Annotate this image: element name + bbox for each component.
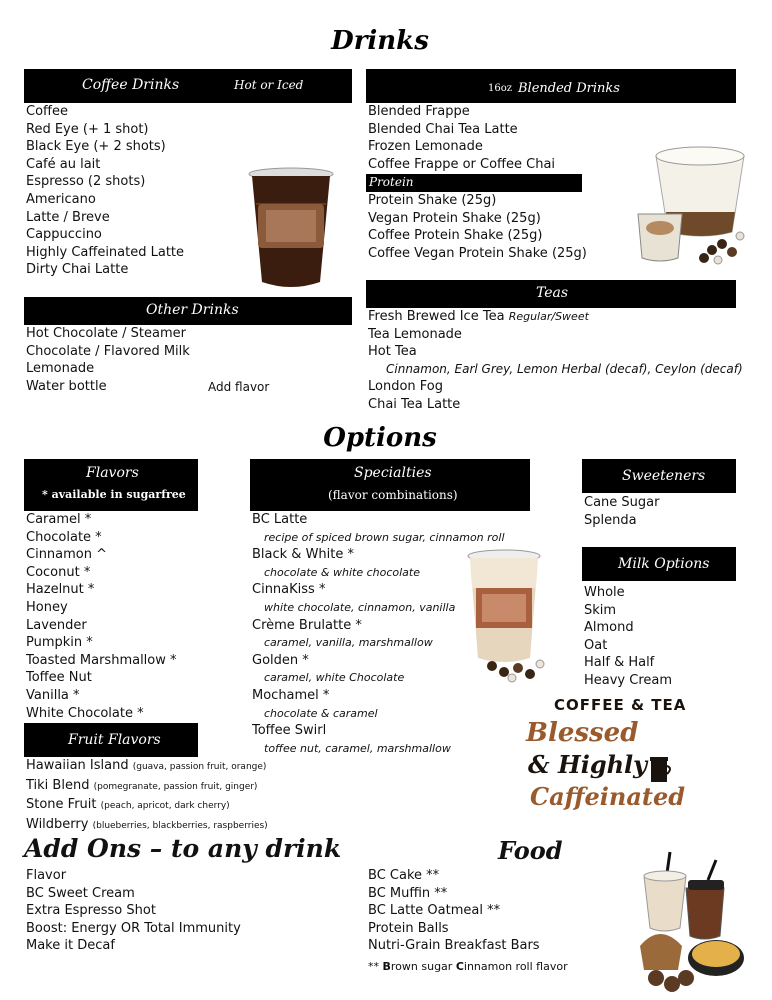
milk-options-header-label: Milk Options — [618, 556, 710, 572]
sweeteners-header-label: Sweeteners — [622, 468, 706, 484]
milk-options-header — [582, 547, 736, 581]
list-item: Extra Espresso Shot — [26, 903, 156, 919]
list-item: Make it Decaf — [26, 938, 115, 954]
other-drinks-header — [24, 297, 352, 325]
protein-header — [366, 174, 582, 192]
list-item — [26, 757, 268, 777]
protein-header-label: Protein — [369, 175, 414, 189]
fruit-name: Tiki Blend — [26, 777, 90, 793]
list-item: Tea Lemonade — [368, 326, 462, 342]
list-item: Nutri-Grain Breakfast Bars — [368, 938, 540, 954]
tea-fresh-note: Regular/Sweet — [508, 310, 589, 323]
list-item: Café au lait — [26, 156, 101, 172]
list-item: BC Latte Oatmeal ** — [368, 903, 501, 919]
sweeteners-header — [582, 459, 736, 493]
list-item: Chocolate * — [26, 529, 102, 545]
list-item: Latte / Breve — [26, 209, 110, 225]
food-title: Food — [498, 836, 563, 865]
list-item: Chai Tea Latte — [368, 396, 461, 412]
blended-drinks-header — [366, 69, 736, 103]
other-drinks-header-label: Other Drinks — [146, 302, 239, 318]
options-title: Options — [323, 423, 437, 453]
list-item: Hazelnut * — [26, 582, 95, 598]
specialties-header — [250, 459, 530, 511]
logo-line1: Blessed — [526, 718, 639, 748]
teas-header-label: Teas — [536, 285, 569, 301]
list-item: Coffee Protein Shake (25g) — [368, 228, 543, 244]
specialties-header-label: Specialties — [354, 465, 432, 481]
list-item: BC Cake ** — [368, 868, 440, 883]
list-item: Whole — [584, 585, 625, 600]
logo-top-text: COFFEE & TEA — [554, 696, 687, 714]
list-item: Chocolate / Flavored Milk — [26, 343, 190, 359]
list-item-desc: white chocolate, cinnamon, vanilla — [264, 600, 456, 614]
list-item: White Chocolate * — [26, 705, 144, 721]
list-item: Lavender — [26, 617, 87, 633]
coffee-cup-icon — [648, 754, 674, 784]
list-item-desc: toffee nut, caramel, marshmallow — [264, 741, 451, 755]
list-item-desc: caramel, vanilla, marshmallow — [264, 636, 433, 650]
list-item: London Fog — [368, 379, 444, 395]
fruit-flavors-list — [26, 757, 268, 835]
list-item: Frozen Lemonade — [368, 139, 483, 155]
list-item: Toasted Marshmallow * — [26, 652, 177, 668]
list-item: Coffee Frappe or Coffee Chai — [368, 156, 556, 172]
fruit-flavors-header-label: Fruit Flavors — [68, 732, 161, 748]
list-item: Cane Sugar — [584, 495, 660, 510]
coffee-drinks-header-label: Coffee Drinks — [82, 77, 180, 93]
list-item — [26, 796, 268, 816]
list-item: Caramel * — [26, 512, 92, 527]
drinks-title: Drinks — [331, 26, 429, 56]
list-item: Hot Chocolate / Steamer — [26, 326, 186, 341]
food-flavor-note: ** Brown sugar Cinnamon roll flavor — [368, 960, 568, 973]
list-item: Hot Tea — [368, 344, 417, 360]
list-item: Boost: Energy OR Total Immunity — [26, 920, 241, 936]
list-item: Skim — [584, 602, 617, 618]
list-item: Toffee Nut — [26, 670, 92, 686]
hot-tea-flavors: Cinnamon, Earl Grey, Lemon Herbal (decaf), Ceylon (decaf) — [386, 361, 743, 376]
list-item-desc: chocolate & white chocolate — [264, 565, 420, 579]
list-item: Coffee Vegan Protein Shake (25g) — [368, 245, 587, 261]
list-item: Mochamel * — [252, 687, 330, 703]
list-item: Espresso (2 shots) — [26, 174, 146, 190]
list-item: Lemonade — [26, 361, 95, 377]
tea-fresh: Fresh Brewed Ice Tea — [368, 309, 505, 324]
list-item: Vanilla * — [26, 687, 80, 703]
fruit-desc: (pomegranate, passion fruit, ginger) — [93, 781, 258, 792]
food-image — [636, 850, 748, 996]
list-item: Toffee Swirl — [252, 723, 327, 739]
list-item: BC Sweet Cream — [26, 885, 135, 901]
sugarfree-note: * available in sugarfree — [42, 488, 186, 501]
list-item: Black Eye (+ 2 shots) — [26, 139, 166, 155]
list-item: Honey — [26, 599, 68, 615]
coffee-drinks-header — [24, 69, 352, 103]
flavors-header-label: Flavors — [86, 465, 139, 481]
list-item: BC Muffin ** — [368, 885, 448, 901]
add-ons-title: Add Ons – to any drink — [24, 834, 342, 863]
blended-drinks-header-label: Blended Drinks — [518, 81, 620, 96]
list-item: Heavy Cream — [584, 672, 673, 688]
logo-line2: & Highly — [528, 750, 648, 779]
blessed-highly-caffeinated-logo — [520, 696, 690, 826]
teas-header — [366, 280, 736, 308]
flavors-header — [24, 459, 198, 511]
fruit-name: Hawaiian Island — [26, 758, 129, 773]
list-item-desc: caramel, white Chocolate — [264, 671, 405, 685]
list-item: Protein Shake (25g) — [368, 193, 497, 208]
list-item — [26, 777, 268, 797]
flavors-list — [26, 511, 177, 722]
iced-coffee-cup-image — [246, 164, 336, 292]
flavor-combinations-note: (flavor combinations) — [328, 488, 458, 502]
list-item-desc: recipe of spiced brown sugar, cinnamon roll — [264, 530, 505, 544]
fruit-name: Stone Fruit — [26, 797, 97, 813]
fruit-flavors-header — [24, 723, 198, 757]
hot-or-iced-label: Hot or Iced — [234, 78, 304, 92]
fruit-name: Wildberry — [26, 816, 89, 832]
list-item: Pumpkin * — [26, 635, 93, 651]
list-item: Highly Caffeinated Latte — [26, 244, 185, 260]
list-item: CinnaKiss * — [252, 582, 326, 598]
list-item: Splenda — [584, 512, 637, 528]
list-item: Red Eye (+ 1 shot) — [26, 121, 149, 137]
list-item: Vegan Protein Shake (25g) — [368, 210, 541, 226]
milk-options-list — [584, 584, 672, 690]
list-item: Golden * — [252, 652, 309, 668]
add-flavor-note: Add flavor — [208, 380, 270, 394]
list-item: Cappuccino — [26, 227, 102, 243]
list-item: Oat — [584, 637, 608, 653]
list-item: Dirty Chai Latte — [26, 262, 129, 278]
list-item: Black & White * — [252, 547, 355, 563]
fruit-desc: (blueberries, blackberries, raspberries) — [92, 820, 268, 831]
blended-drinks-list — [368, 103, 555, 173]
fruit-desc: (peach, apricot, dark cherry) — [100, 801, 230, 812]
list-item: Blended Chai Tea Latte — [368, 121, 518, 137]
protein-list — [368, 192, 587, 262]
list-item: Americano — [26, 191, 96, 207]
specialty-latte-image — [462, 548, 554, 684]
list-item: Coconut * — [26, 564, 91, 580]
fruit-desc: (guava, passion fruit, orange) — [132, 762, 267, 772]
list-item: Protein Balls — [368, 920, 449, 936]
blended-frappe-image — [632, 140, 750, 268]
sweeteners-list — [584, 494, 659, 529]
add-ons-list — [26, 867, 241, 955]
food-list — [368, 867, 540, 955]
list-item-desc: chocolate & caramel — [264, 706, 378, 720]
other-drinks-list — [26, 325, 190, 395]
list-item — [26, 816, 268, 836]
list-item: Half & Half — [584, 655, 655, 671]
list-item: Almond — [584, 620, 634, 636]
list-item: Crème Brulatte * — [252, 617, 362, 633]
coffee-drinks-list — [26, 103, 184, 279]
list-item: BC Latte — [252, 512, 308, 527]
list-item — [368, 308, 743, 326]
list-item: Coffee — [26, 104, 68, 119]
logo-line3: Caffeinated — [530, 782, 686, 811]
teas-list — [368, 308, 743, 414]
list-item: Flavor — [26, 868, 67, 883]
list-item: Water bottle — [26, 378, 107, 394]
list-item: Cinnamon ^ — [26, 547, 108, 563]
blended-size-label: 16oz — [488, 83, 513, 94]
list-item: Blended Frappe — [368, 104, 470, 119]
